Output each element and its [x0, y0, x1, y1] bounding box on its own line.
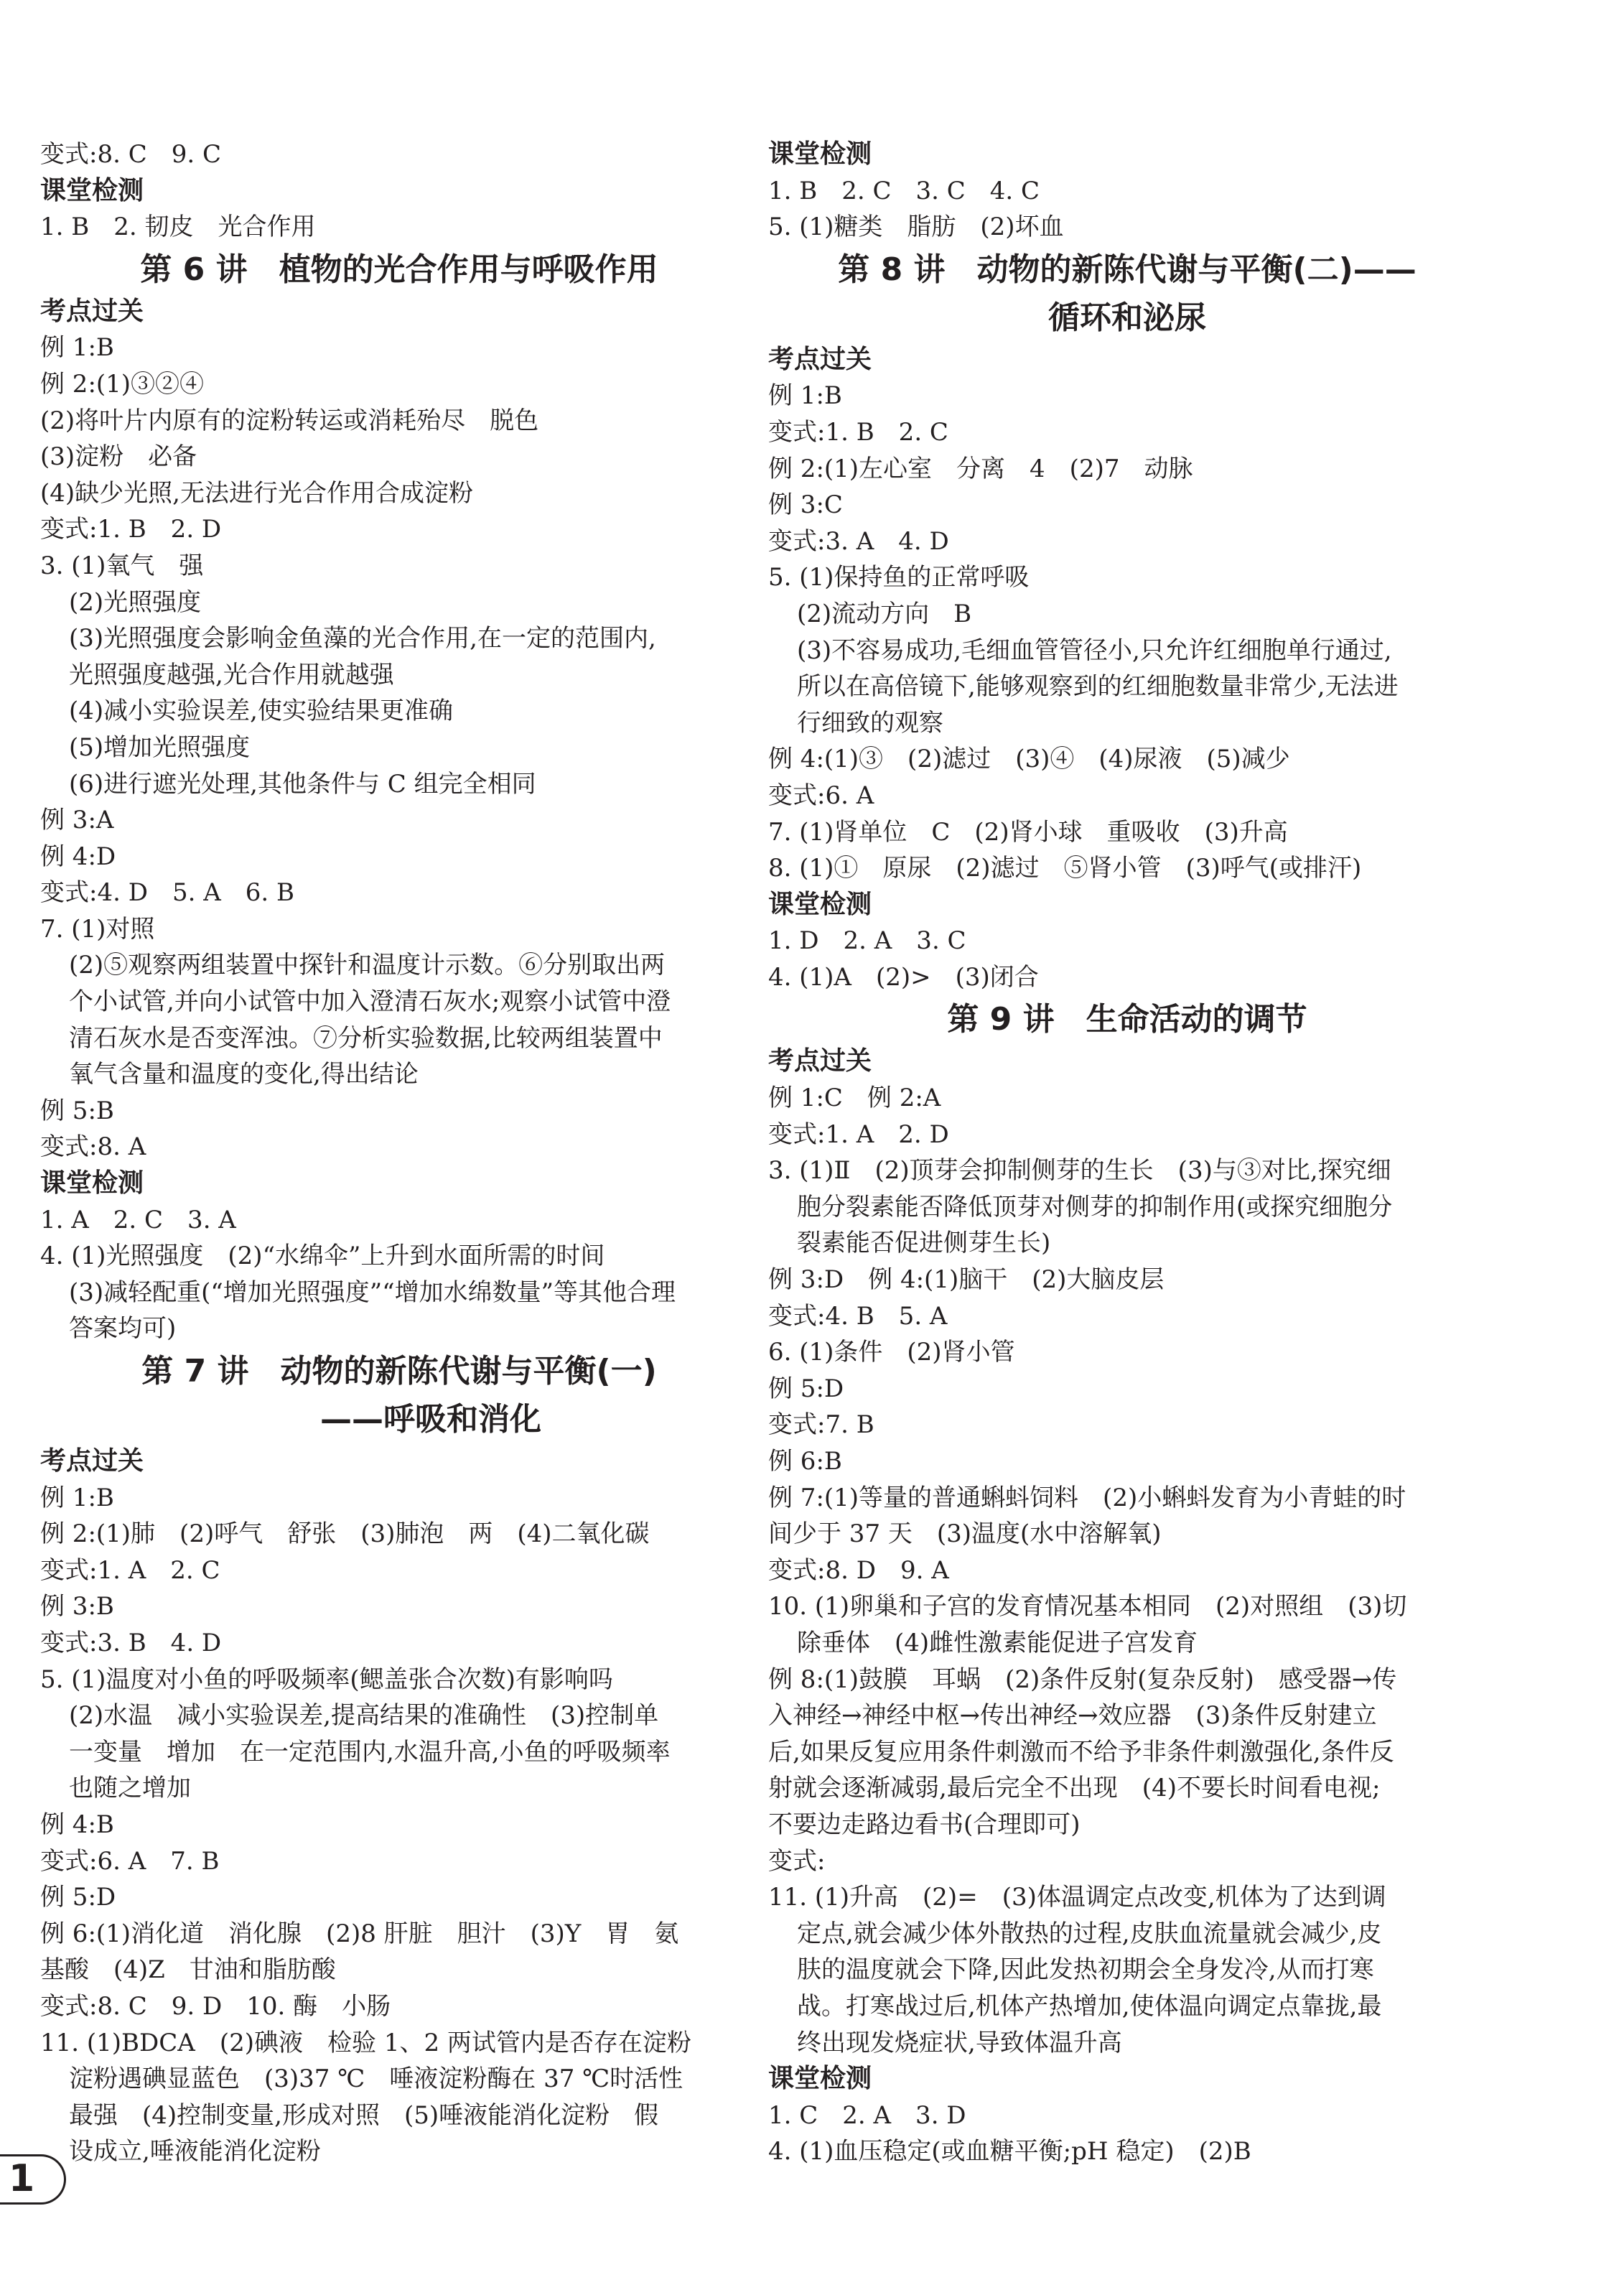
- answer-line: 4. (1)光照强度 (2)“水绵伞”上升到水面所需的时间: [40, 1242, 605, 1271]
- answer-line: 5. (1)糖类 脂肪 (2)坏血: [768, 213, 1064, 242]
- answer-line: 例 6:(1)消化道 消化腺 (2)8 肝脏 胆汁 (3)Y 胃 氨: [40, 1919, 679, 1948]
- answer-line-indented: 胞分裂素能否降低顶芽对侧芽的抑制作用(或探究细胞分: [797, 1192, 1393, 1221]
- answer-line: 变式:1. A 2. C: [40, 1555, 220, 1585]
- answer-line-indented: (3)不容易成功,毛细血管管径小,只允许红细胞单行通过,: [797, 636, 1392, 665]
- answer-line: 例 2:(1)③②④: [40, 369, 205, 399]
- lecture-title: 第 8 讲 动物的新陈代谢与平衡(二)——: [838, 251, 1417, 288]
- section-heading: 课堂检测: [768, 139, 872, 169]
- answer-line: 变式:1. B 2. D: [40, 515, 222, 544]
- answer-line: 例 1:B: [40, 1483, 114, 1512]
- answer-line: 11. (1)BDCA (2)碘液 检验 1、2 两试管内是否存在淀粉: [40, 2028, 691, 2057]
- section-heading: 课堂检测: [40, 175, 144, 205]
- answer-line: 例 5:D: [768, 1374, 844, 1403]
- lecture-title: 第 6 讲 植物的光合作用与呼吸作用: [140, 251, 658, 288]
- answer-line: 变式:6. A 7. B: [40, 1846, 220, 1876]
- section-heading: 课堂检测: [768, 889, 872, 919]
- answer-line-indented: (5)增加光照强度: [69, 732, 251, 762]
- section-heading: 课堂检测: [768, 2064, 872, 2094]
- answer-line: 基酸 (4)Z 甘油和脂肪酸: [40, 1955, 336, 1985]
- answer-line: 例 1:C 例 2:A: [768, 1084, 941, 1113]
- page-number-tab: [0, 2154, 72, 2205]
- answer-line: 变式:3. B 4. D: [40, 1628, 222, 1657]
- answer-line: 间少于 37 天 (3)温度(水中溶解氧): [768, 1519, 1162, 1549]
- answer-line: 例 2:(1)左心室 分离 4 (2)7 动脉: [768, 454, 1193, 483]
- answer-line: (4)缺少光照,无法进行光合作用合成淀粉: [40, 478, 473, 508]
- section-heading: 考点过关: [40, 296, 144, 326]
- answer-line: 例 5:B: [40, 1096, 114, 1125]
- page-number: 1: [9, 2157, 35, 2200]
- section-heading: 考点过关: [40, 1446, 144, 1476]
- answer-line-indented: (2)光照强度: [69, 587, 202, 617]
- answer-line: 例 4:(1)③ (2)滤过 (3)④ (4)尿液 (5)减少: [768, 745, 1290, 774]
- answer-line-indented: (3)光照强度会影响金鱼藻的光合作用,在一定的范围内,: [69, 624, 656, 653]
- left-column: [40, 136, 758, 2170]
- answer-line: 例 8:(1)鼓膜 耳蜗 (2)条件反射(复杂反射) 感受器→传: [768, 1665, 1397, 1694]
- answer-line-indented: 定点,就会减少体外散热的过程,皮肤血流量就会减少,皮: [797, 1919, 1382, 1948]
- section-heading: 考点过关: [768, 1046, 872, 1076]
- answer-line: 变式:3. A 4. D: [768, 526, 949, 556]
- answer-line: (2)将叶片内原有的淀粉转运或消耗殆尽 脱色: [40, 406, 539, 435]
- answer-line: 7. (1)对照: [40, 914, 155, 944]
- answer-line-indented: 行细致的观察: [797, 708, 943, 737]
- answer-line: 例 2:(1)肺 (2)呼气 舒张 (3)肺泡 两 (4)二氧化碳: [40, 1519, 650, 1549]
- answer-line: 变式:8. C 9. C: [40, 140, 221, 169]
- answer-line: 6. (1)条件 (2)肾小管: [768, 1338, 1015, 1367]
- answer-line: 变式:1. A 2. D: [768, 1120, 949, 1149]
- answer-line-indented: 设成立,唾液能消化淀粉: [69, 2137, 321, 2166]
- answer-line-indented: 清石灰水是否变浑浊。⑦分析实验数据,比较两组装置中: [69, 1023, 663, 1053]
- answer-line: 变式:8. D 9. A: [768, 1555, 949, 1585]
- answer-line-indented: 答案均可): [69, 1314, 177, 1344]
- answer-line-indented: 裂素能否促进侧芽生长): [797, 1229, 1051, 1258]
- answer-line: 1. B 2. 韧皮 光合作用: [40, 213, 316, 242]
- answer-line: 3. (1)氧气 强: [40, 551, 204, 580]
- answer-line: 11. (1)升高 (2)= (3)体温调定点改变,机体为了达到调: [768, 1883, 1386, 1912]
- right-column: [768, 136, 1486, 2170]
- answer-line: 5. (1)保持鱼的正常呼吸: [768, 563, 1030, 592]
- lecture-title: 循环和泌尿: [1048, 299, 1206, 336]
- answer-line: 例 3:D 例 4:(1)脑干 (2)大脑皮层: [768, 1265, 1165, 1295]
- answer-line: 4. (1)血压稳定(或血糖平衡;pH 稳定) (2)B: [768, 2137, 1251, 2166]
- lecture-title: ——呼吸和消化: [257, 1401, 541, 1438]
- answer-line-indented: (4)减小实验误差,使实验结果更准确: [69, 697, 453, 726]
- answer-line: 例 7:(1)等量的普通蝌蚪饲料 (2)小蝌蚪发育为小青蛙的时: [768, 1483, 1406, 1512]
- section-heading: 考点过关: [768, 344, 872, 374]
- answer-line: 例 6:B: [768, 1447, 842, 1476]
- answer-line: 后,如果反复应用条件刺激而不给予非条件刺激强化,条件反: [768, 1737, 1394, 1767]
- answer-line: 变式:7. B: [768, 1410, 874, 1440]
- answer-line-indented: 所以在高倍镜下,能够观察到的红细胞数量非常少,无法进: [797, 672, 1399, 702]
- answer-line: 例 3:B: [40, 1592, 114, 1621]
- answer-line: 4. (1)A (2)> (3)闭合: [768, 962, 1039, 992]
- answer-line: 变式:4. B 5. A: [768, 1301, 948, 1331]
- answer-line: (3)淀粉 必备: [40, 442, 197, 472]
- lecture-title: 第 9 讲 生命活动的调节: [947, 1001, 1307, 1038]
- answer-line-indented: 光照强度越强,光合作用就越强: [69, 660, 394, 689]
- answer-line: 入神经→神经中枢→传出神经→效应器 (3)条件反射建立: [768, 1701, 1377, 1731]
- answer-line: 变式:4. D 5. A 6. B: [40, 878, 294, 908]
- answer-line-indented: (2)水温 减小实验误差,提高结果的准确性 (3)控制单: [69, 1701, 659, 1731]
- answer-line-indented: (3)减轻配重(“增加光照强度”“增加水绵数量”等其他合理: [69, 1277, 676, 1307]
- answer-line: 1. C 2. A 3. D: [768, 2100, 966, 2130]
- answer-line-indented: 最强 (4)控制变量,形成对照 (5)唾液能消化淀粉 假: [69, 2100, 659, 2130]
- lecture-title: 第 7 讲 动物的新陈代谢与平衡(一): [141, 1353, 657, 1390]
- answer-line: 例 1:B: [40, 333, 114, 363]
- section-heading: 课堂检测: [40, 1168, 144, 1198]
- answer-line-indented: (2)流动方向 B: [797, 599, 972, 628]
- answer-line-indented: 个小试管,并向小试管中加入澄清石灰水;观察小试管中澄: [69, 987, 671, 1017]
- answer-line: 例 5:D: [40, 1883, 116, 1912]
- answer-line: 5. (1)温度对小鱼的呼吸频率(鳃盖张合次数)有影响吗: [40, 1665, 613, 1694]
- answer-line-indented: 肤的温度就会下降,因此发热初期会全身发冷,从而打寒: [797, 1955, 1374, 1985]
- answer-line-indented: 除垂体 (4)雌性激素能促进子宫发育: [797, 1628, 1198, 1657]
- answer-line: 不要边走路边看书(合理即可): [768, 1810, 1081, 1839]
- answer-line: 例 4:B: [40, 1810, 114, 1839]
- answer-line: 8. (1)① 原尿 (2)滤过 ⑤肾小管 (3)呼气(或排汗): [768, 854, 1362, 883]
- answer-line-indented: 终出现发烧症状,导致体温升高: [797, 2028, 1122, 2057]
- answer-line: 10. (1)卵巢和子宫的发育情况基本相同 (2)对照组 (3)切: [768, 1592, 1407, 1621]
- answer-line-indented: 战。打寒战过后,机体产热增加,使体温向调定点靠拢,最: [797, 1991, 1382, 2021]
- answer-line: 1. B 2. C 3. C 4. C: [768, 176, 1040, 205]
- answer-line-indented: 淀粉遇碘显蓝色 (3)37 ℃ 唾液淀粉酶在 37 ℃时活性: [69, 2065, 683, 2094]
- answer-line: 1. D 2. A 3. C: [768, 926, 966, 956]
- answer-line: 1. A 2. C 3. A: [40, 1205, 236, 1234]
- answer-line: 3. (1)Ⅱ (2)顶芽会抑制侧芽的生长 (3)与③对比,探究细: [768, 1156, 1391, 1186]
- answer-line-indented: 一变量 增加 在一定范围内,水温升高,小鱼的呼吸频率: [69, 1737, 671, 1767]
- answer-line-indented: (6)进行遮光处理,其他条件与 C 组完全相同: [69, 769, 536, 799]
- answer-line: 变式:: [768, 1846, 826, 1876]
- answer-line: 例 1:B: [768, 381, 842, 411]
- answer-line-indented: 也随之增加: [69, 1774, 191, 1803]
- answer-line: 例 3:C: [768, 490, 843, 520]
- answer-line-indented: (2)⑤观察两组装置中探针和温度计示数。⑥分别取出两: [69, 951, 666, 980]
- answer-line: 例 4:D: [40, 842, 116, 871]
- answer-line: 变式:8. A: [40, 1132, 146, 1162]
- answer-line: 射就会逐渐减弱,最后完全不出现 (4)不要长时间看电视;: [768, 1774, 1381, 1803]
- answer-line-indented: 氧气含量和温度的变化,得出结论: [69, 1060, 419, 1089]
- answer-line: 例 3:A: [40, 806, 114, 835]
- answer-line: 变式:6. A: [768, 781, 874, 810]
- answer-line: 变式:1. B 2. C: [768, 417, 948, 447]
- answer-line: 变式:8. C 9. D 10. 酶 小肠: [40, 1991, 391, 2021]
- answer-line: 7. (1)肾单位 C (2)肾小球 重吸收 (3)升高: [768, 817, 1288, 847]
